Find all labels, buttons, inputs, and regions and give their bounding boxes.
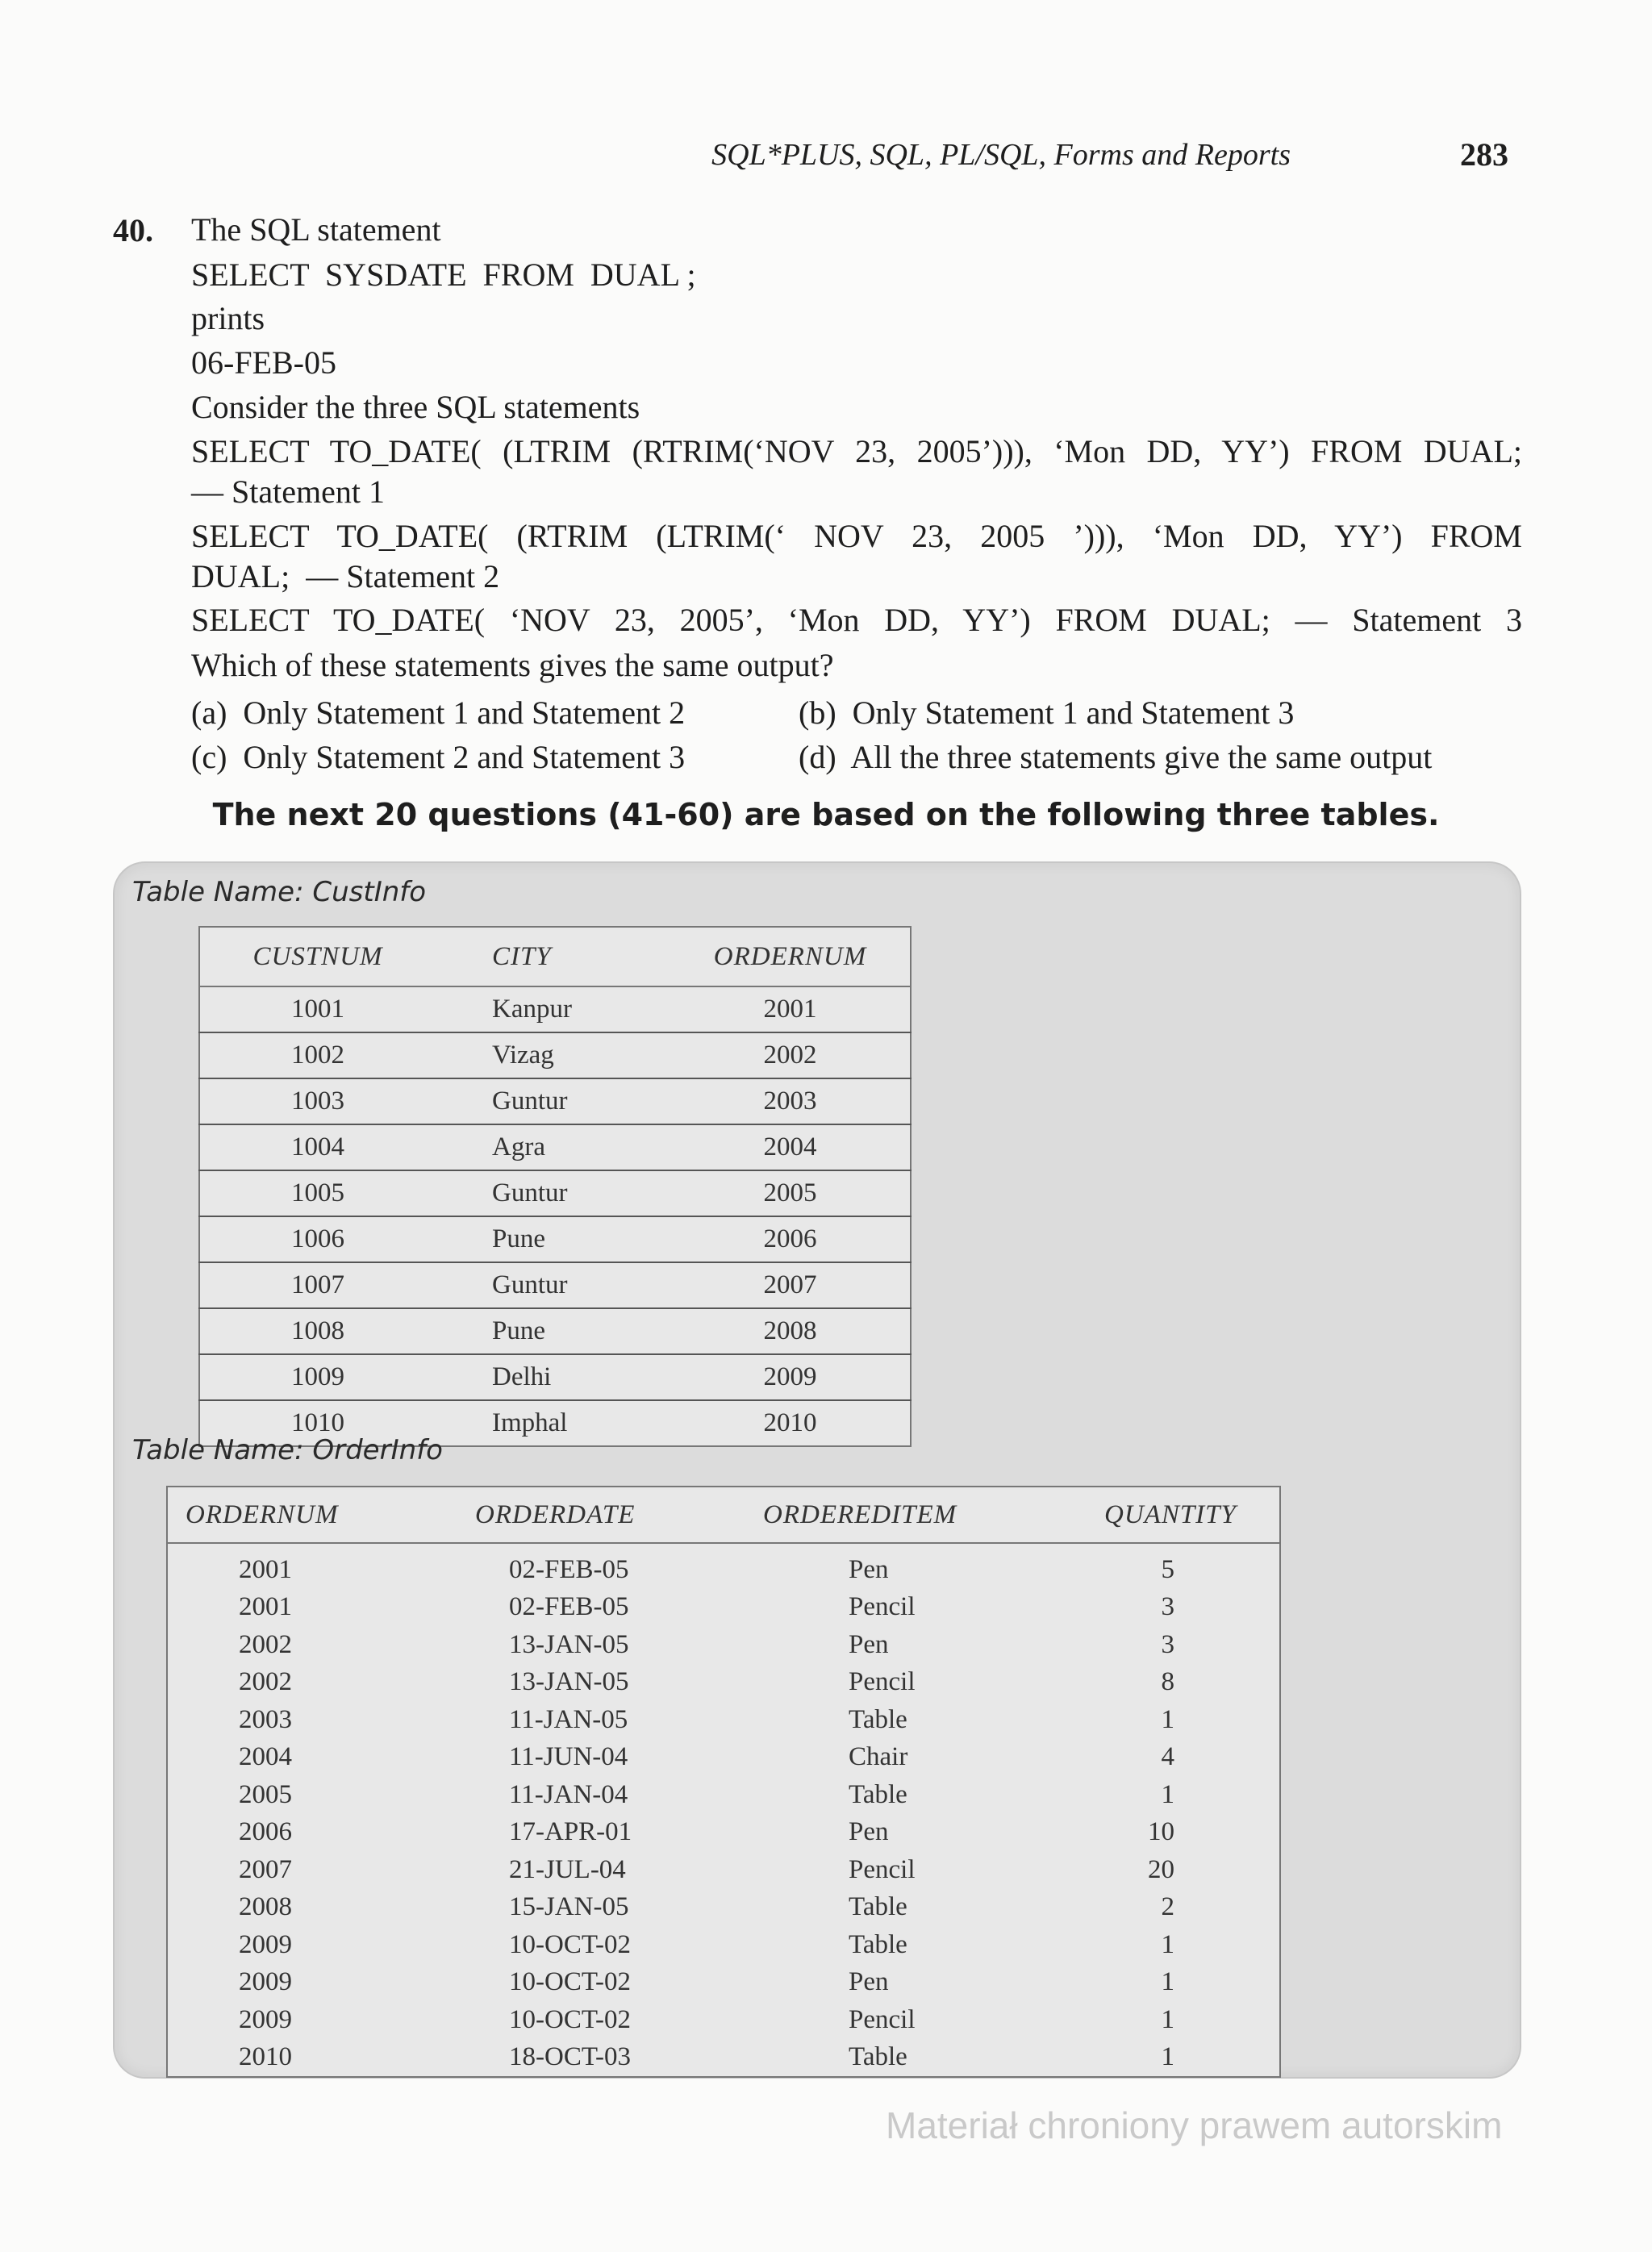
table-cell: 2004 [670,1124,911,1170]
table-cell: 2007 [670,1262,911,1308]
table-cell: 5 [1161,1554,1174,1584]
column-header: ORDERNUM [167,1487,451,1543]
table-row [199,1216,911,1262]
table-row [167,1543,1280,1589]
option-a: (a) Only Statement 1 and Statement 2 [191,694,686,731]
table-cell: 10-OCT-02 [509,2004,631,2034]
table-row [199,1170,911,1216]
table-cell: 2010 [239,2042,292,2072]
table-cell: 02-FEB-05 [509,1592,629,1622]
table-cell: 2009 [239,2004,292,2034]
table-row [199,1124,911,1170]
table-cell: 11-JAN-05 [509,1704,628,1734]
table-cell: 2003 [239,1704,292,1734]
table-cell: Guntur [436,1262,670,1308]
table-cell: 3 [1161,1629,1174,1659]
statement-1-label: — Statement 1 [191,473,385,510]
column-header: CITY [436,927,670,986]
table-row [167,1589,1280,1627]
table-cell: 1008 [199,1308,436,1354]
table-row [199,1308,911,1354]
table-cell: 2008 [670,1308,911,1354]
question-line-output: 06-FEB-05 [191,344,336,381]
table-cell: 13-JAN-05 [509,1629,629,1659]
table-cell: 18-OCT-03 [509,2042,631,2072]
table-cell: 2002 [239,1667,292,1697]
table-cell: 11-JUN-04 [509,1742,628,1772]
table-row [199,986,911,1032]
table-cell: Chair [849,1742,908,1772]
table-cell: 2008 [239,1892,292,1922]
table-cell: Guntur [436,1078,670,1124]
table-cell: 1010 [199,1400,436,1446]
table-cell: Pencil [849,1667,916,1697]
table-cell: 17-APR-01 [509,1817,632,1847]
table-cell: 3 [1161,1592,1174,1622]
table-cell: 1005 [199,1170,436,1216]
table-cell: 2009 [239,1929,292,1959]
table-cell: 1 [1161,2042,1174,2072]
table-cell: 1009 [199,1354,436,1400]
table-row [167,1626,1280,1664]
table-cell: 1003 [199,1078,436,1124]
table-cell: Delhi [436,1354,670,1400]
table-cell: Table [849,1779,907,1809]
copyright-watermark: Materiał chroniony prawem autorskim [886,2104,1503,2146]
column-header: ORDERNUM [670,927,911,986]
table-cell: 1 [1161,1779,1174,1809]
orderinfo-table [166,1486,1281,2078]
table-row [167,1814,1280,1852]
question-line-intro: The SQL statement [191,211,441,248]
table-cell: 8 [1161,1667,1174,1697]
table-cell: Table [849,1929,907,1959]
table-cell: 2003 [670,1078,911,1124]
table-cell: 2006 [239,1817,292,1847]
table-cell: Table [849,2042,907,2072]
table-cell: Agra [436,1124,670,1170]
table-cell: 2 [1161,1892,1174,1922]
table-cell: 10-OCT-02 [509,1967,631,1997]
table-row [199,1262,911,1308]
table-row [199,1354,911,1400]
table-row [199,1078,911,1124]
table-cell: Table [849,1704,907,1734]
table-row [167,1739,1280,1777]
column-header: QUANTITY [1059,1487,1280,1543]
table-row [167,2039,1280,2078]
option-d: (d) All the three statements give the same output [799,739,1433,775]
table-cell: 2007 [239,1854,292,1884]
table-cell: 2002 [670,1032,911,1078]
table-row [167,1926,1280,1964]
question-line-consider: Consider the three SQL statements [191,389,640,425]
table-cell: 10 [1148,1817,1174,1847]
table-cell: Pen [849,1629,889,1659]
statement-2-text: SELECT TO_DATE( (RTRIM (LTRIM(‘ NOV 23, 2005 ’))), ‘Mon DD, YY’) FROM [191,518,1522,554]
table-cell: 1001 [199,986,436,1032]
table-cell: Pencil [849,1854,916,1884]
table-cell: 10-OCT-02 [509,1929,631,1959]
table-cell: 2001 [239,1592,292,1622]
question-line-sql: SELECT SYSDATE FROM DUAL ; [191,256,696,293]
option-b: (b) Only Statement 1 and Statement 3 [799,694,1295,731]
column-header: CUSTNUM [199,927,436,986]
table-cell: Guntur [436,1170,670,1216]
statement-1-text: SELECT TO_DATE( (LTRIM (RTRIM(‘NOV 23, 2005’))), ‘Mon DD, YY’) FROM DUAL; [191,433,1522,469]
table-cell: 2005 [239,1779,292,1809]
table-cell: 02-FEB-05 [509,1554,629,1584]
table-row [167,2001,1280,2039]
table-cell: Pune [436,1308,670,1354]
question-prompt: Which of these statements gives the same output? [191,647,834,683]
table-cell: 20 [1148,1854,1174,1884]
table-cell: Table [849,1892,907,1922]
table-cell: Pen [849,1817,889,1847]
table-row [199,1032,911,1078]
table-cell: 15-JAN-05 [509,1892,629,1922]
table-cell: 13-JAN-05 [509,1667,629,1697]
table-row [167,1701,1280,1739]
custinfo-table [198,926,912,1447]
table-header-row [199,927,911,986]
table-cell: 1 [1161,1929,1174,1959]
table-cell: 1 [1161,2004,1174,2034]
table-cell: 4 [1161,1742,1174,1772]
option-c: (c) Only Statement 2 and Statement 3 [191,739,686,775]
table-row [167,1889,1280,1927]
table-row [167,1851,1280,1889]
table-cell: 1 [1161,1967,1174,1997]
page-number: 283 [1460,136,1508,173]
table-cell: 2001 [239,1554,292,1584]
table-row [167,1776,1280,1814]
table-cell: Imphal [436,1400,670,1446]
table-cell: Pen [849,1554,889,1584]
table-cell: 2006 [670,1216,911,1262]
table-cell: 2002 [239,1629,292,1659]
custinfo-table-name: Table Name: CustInfo [132,876,427,908]
question-number: 40. [113,212,153,248]
table-cell: 2009 [239,1967,292,1997]
table-cell: 21-JUL-04 [509,1854,626,1884]
table-cell: Pencil [849,1592,916,1622]
table-cell: 1002 [199,1032,436,1078]
table-cell: Pen [849,1967,889,1997]
table-cell: 1006 [199,1216,436,1262]
question-line-prints: prints [191,300,265,336]
table-cell: Vizag [436,1032,670,1078]
table-row [167,1664,1280,1702]
table-header-row [167,1487,1280,1543]
column-header: ORDEREDITEM [736,1487,1059,1543]
table-cell: 1 [1161,1704,1174,1734]
table-cell: 2001 [670,986,911,1032]
table-cell: 2010 [670,1400,911,1446]
running-header-title: SQL*PLUS, SQL, PL/SQL, Forms and Reports [711,138,1291,172]
table-cell: 2005 [670,1170,911,1216]
table-cell: Kanpur [436,986,670,1032]
table-cell: 2009 [670,1354,911,1400]
statement-3-text: SELECT TO_DATE( ‘NOV 23, 2005’, ‘Mon DD, YY’) FROM DUAL; — Statement 3 [191,602,1522,638]
statement-2-label: DUAL; — Statement 2 [191,558,500,594]
table-cell: Pune [436,1216,670,1262]
table-cell: 1004 [199,1124,436,1170]
column-header: ORDERDATE [451,1487,736,1543]
table-cell: 2004 [239,1742,292,1772]
table-cell: 11-JAN-04 [509,1779,628,1809]
orderinfo-table-name: Table Name: OrderInfo [132,1434,443,1466]
table-cell: 1007 [199,1262,436,1308]
table-row [167,1964,1280,2002]
table-cell: Pencil [849,2004,916,2034]
section-banner: The next 20 questions (41-60) are based on the following three tables. [212,797,1440,832]
